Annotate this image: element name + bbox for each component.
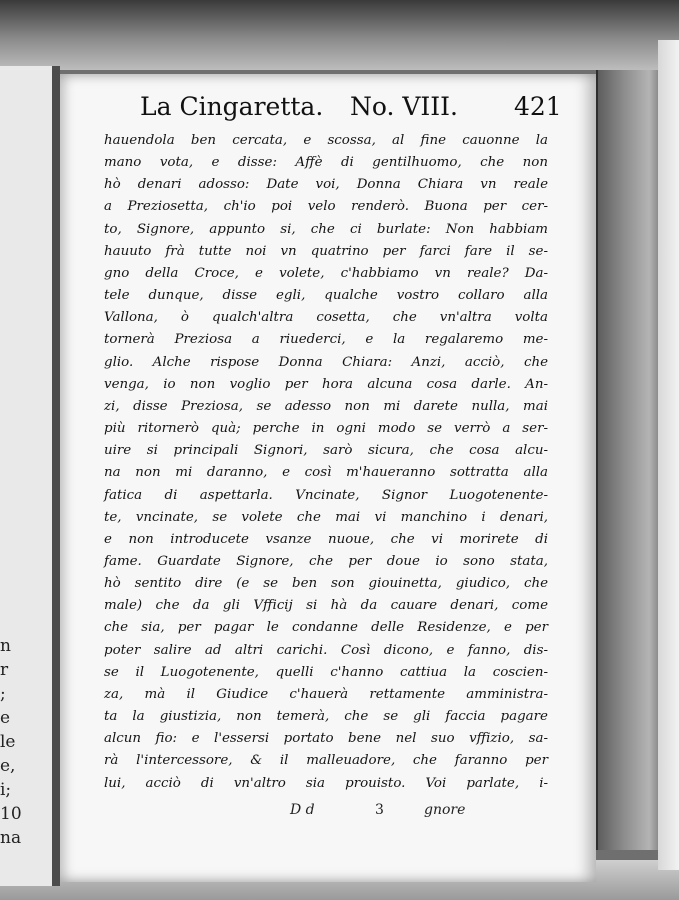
body-text bbox=[104, 130, 548, 795]
text-line: tele dunque, disse egli, qualche vostro collaro alla bbox=[104, 288, 548, 304]
running-head-title: La Cingaretta. bbox=[140, 92, 324, 121]
book-cover-edge bbox=[596, 70, 662, 850]
text-line: hò sentito dire (e se ben son giouinetta, giudico, che bbox=[104, 576, 548, 592]
facing-page-fragments bbox=[0, 634, 22, 850]
signature-mark: D d bbox=[290, 802, 315, 818]
text-line: a Preziosetta, ch'io poi velo renderò. Buona per cer- bbox=[104, 199, 548, 215]
text-line: che sia, per pagar le condanne delle Residenze, e per bbox=[104, 620, 548, 636]
catchword: gnore bbox=[424, 802, 466, 818]
text-line: Vallona, ò qualch'altra cosetta, che vn'altra volta bbox=[104, 310, 548, 326]
text-line: to, Signore, appunto si, che ci burlate: Non habbiam bbox=[104, 221, 548, 237]
text-line: hò denari adosso: Date voi, Donna Chiara vn reale bbox=[104, 177, 548, 193]
running-head-novel-number: No. VIII. bbox=[350, 92, 459, 121]
fragment-line: ; bbox=[0, 684, 6, 704]
page-footer bbox=[290, 802, 530, 826]
signature-number: 3 bbox=[375, 802, 384, 818]
fragment-line: 10 bbox=[0, 804, 22, 824]
fragment-line: r bbox=[0, 660, 9, 680]
text-line: hauendola ben cercata, e scossa, al fine cauonne la bbox=[104, 133, 548, 148]
page-number: 421 bbox=[514, 92, 562, 121]
scan-backdrop-top bbox=[0, 0, 679, 70]
text-line: mano vota, e disse: Affè di gentilhuomo, che non bbox=[104, 155, 548, 171]
text-line: lui, acciò di vn'altro sia prouisto. Voi parlate, i- bbox=[104, 775, 548, 791]
text-line: zi, disse Preziosa, se adesso non mi darete nulla, mai bbox=[104, 398, 548, 414]
running-head bbox=[140, 92, 586, 126]
text-line: e non introducete vsanze nuoue, che vi morirete di bbox=[104, 531, 548, 547]
fragment-line: e, bbox=[0, 756, 16, 776]
text-line: hauuto frà tutte noi vn quatrino per farci fare il se- bbox=[104, 243, 548, 259]
text-line: glio. Alche rispose Donna Chiara: Anzi, acciò, che bbox=[104, 354, 548, 370]
text-line: fatica di aspettarla. Vncinate, Signor Luogotenente- bbox=[104, 487, 548, 503]
book-page bbox=[60, 74, 596, 882]
fragment-line: e bbox=[0, 708, 11, 728]
facing-page-left bbox=[0, 66, 54, 886]
text-line: se il Luogotenente, quelli c'hanno cattiua la coscien- bbox=[104, 664, 548, 680]
text-line: più ritornerò quà; perche in ogni modo se verrò a ser- bbox=[104, 421, 548, 437]
book-spine bbox=[52, 66, 60, 886]
fragment-line: i; bbox=[0, 780, 12, 800]
text-line: tornerà Preziosa a riuederci, e la regalaremo me- bbox=[104, 332, 548, 348]
text-line: za, mà il Giudice c'hauerà rettamente amministra- bbox=[104, 686, 548, 702]
text-line: male) che da gli Vfficij si hà da cauare denari, come bbox=[104, 598, 548, 614]
text-line: te, vncinate, se volete che mai vi manchino i denari, bbox=[104, 509, 548, 525]
fragment-line: na bbox=[0, 828, 22, 848]
text-line: fame. Guardate Signore, che per doue io sono stata, bbox=[104, 553, 548, 569]
text-line: venga, io non voglio per hora alcuna cosa darle. An- bbox=[104, 376, 548, 392]
fragment-line: n bbox=[0, 636, 11, 656]
text-line: alcun fio: e l'essersi portato bene nel suo vffizio, sa- bbox=[104, 731, 548, 747]
fragment-line: le bbox=[0, 732, 16, 752]
text-line: rà l'intercessore, & il malleuadore, che faranno per bbox=[104, 753, 548, 769]
text-line: poter salire ad altri carichi. Così dicono, e fanno, dis- bbox=[104, 642, 548, 658]
text-line: ta la giustizia, non temerà, che se gli faccia pagare bbox=[104, 709, 548, 725]
book-cover-outer-edge bbox=[658, 40, 679, 870]
text-line: uire si principali Signori, sarò sicura, che cosa alcu- bbox=[104, 443, 548, 459]
text-line: gno della Croce, e volete, c'habbiamo vn reale? Da- bbox=[104, 265, 548, 281]
text-line: na non mi daranno, e così m'haueranno sottratta alla bbox=[104, 465, 548, 481]
